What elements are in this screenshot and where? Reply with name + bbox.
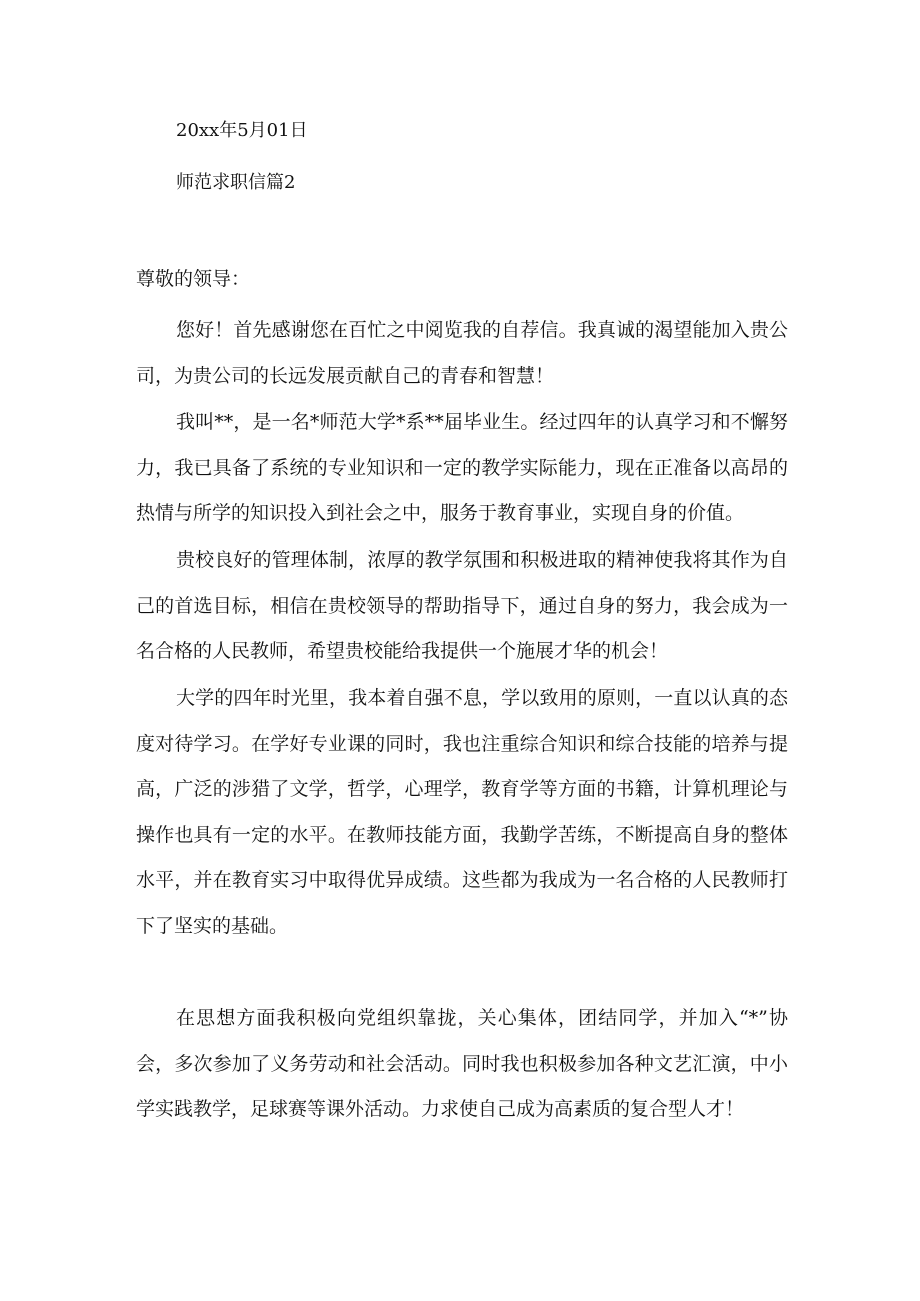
paragraph-study: 大学的四年时光里，我本着自强不息，学以致用的原则，一直以认真的态度对待学习。在学好专业课的同时，我也注重综合知识和综合技能的培养与提高，广泛的涉猎了文学，哲学，心理学，教育学等方面的书籍，计算机理论与操作也具有一定的水平。在教师技能方面，我勤学苦练，不断提高自身的整体水平，并在教育实习中取得优异成绩。这些都为我成为一名合格的人民教师打下了坚实的基础。 xyxy=(136,687,788,937)
paragraph-introduction: 我叫**，是一名*师范大学*系**届毕业生。经过四年的认真学习和不懈努力，我已具备了系统的专业知识和一定的教学实际能力，现在正准备以高昂的热情与所学的知识投入到社会之中，服务于教育事业，实现自身的价值。 xyxy=(136,411,788,524)
paragraph-ideology: 在思想方面我积极向党组织靠拢，关心集体，团结同学，并加入“*”协会，多次参加了义务劳动和社会活动。同时我也积极参加各种文艺汇演，中小学实践教学，足球赛等课外活动。力求使自己成为高素质的复合型人才！ xyxy=(136,1007,788,1120)
letter-heading: 师范求职信篇2 xyxy=(176,172,296,193)
paragraph-greeting: 您好！首先感谢您在百忙之中阅览我的自荐信。我真诚的渴望能加入贵公司，为贵公司的长远发展贡献自己的青春和智慧！ xyxy=(136,319,788,387)
letter-salutation: 尊敬的领导： xyxy=(136,268,251,290)
letter-date: 20xx年5月01日 xyxy=(176,120,308,141)
paragraph-school-goal: 贵校良好的管理体制，浓厚的教学氛围和积极进取的精神使我将其作为自己的首选目标，相信在贵校领导的帮助指导下，通过自身的努力，我会成为一名合格的人民教师，希望贵校能给我提供一个施展才华的机会！ xyxy=(136,549,788,662)
